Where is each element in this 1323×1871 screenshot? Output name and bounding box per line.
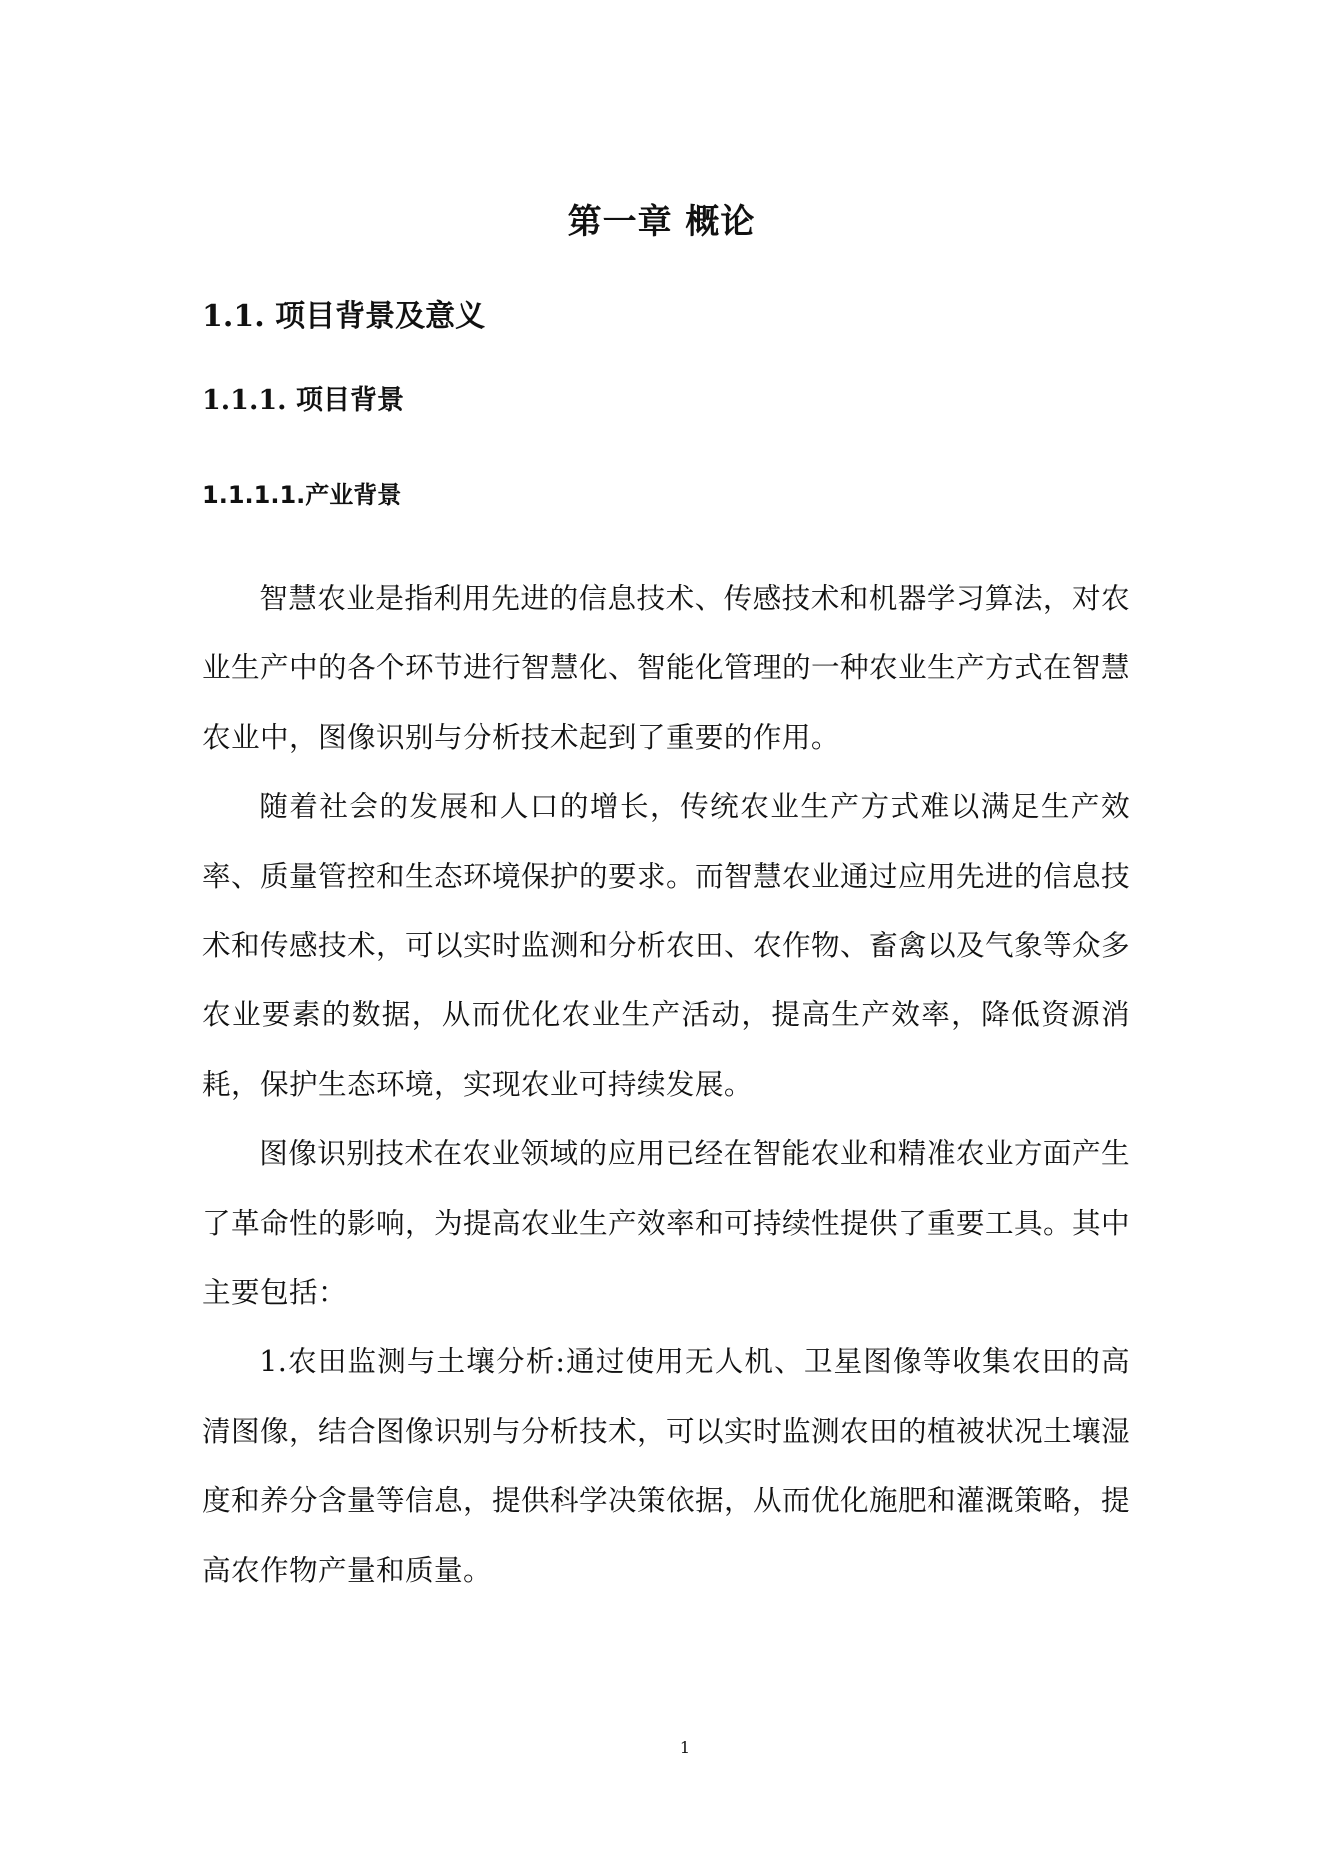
section-heading-1-1-1-1: 1.1.1.1.产业背景: [202, 481, 402, 509]
section-heading-1-1-1: 1.1.1. 项目背景: [202, 385, 404, 416]
paragraph: 图像识别技术在农业领域的应用已经在智能农业和精准农业方面产生了革命性的影响，为提高农业生产效率和可持续性提供了重要工具。其中主要包括：: [202, 1136, 1130, 1310]
page-number: 1: [679, 1738, 691, 1757]
section-heading-1-1: 1.1. 项目背景及意义: [202, 299, 486, 334]
chapter-title: 第一章 概论: [567, 202, 756, 242]
paragraph: 1.农田监测与土壤分析:通过使用无人机、卫星图像等收集农田的高清图像，结合图像识别与分析技术，可以实时监测农田的植被状况土壤湿度和养分含量等信息，提供科学决策依据，从而优化施肥和灌溉策略，提高农作物产量和质量。: [202, 1344, 1130, 1587]
body-text: [202, 564, 1130, 1605]
paragraph: 随着社会的发展和人口的增长，传统农业生产方式难以满足生产效率、质量管控和生态环境保护的要求。而智慧农业通过应用先进的信息技术和传感技术，可以实时监测和分析农田、农作物、畜禽以及气象等众多农业要素的数据，从而优化农业生产活动，提高生产效率，降低资源消耗，保护生态环境，实现农业可持续发展。: [202, 789, 1130, 1101]
paragraph: 智慧农业是指利用先进的信息技术、传感技术和机器学习算法，对农业生产中的各个环节进行智慧化、智能化管理的一种农业生产方式在智慧农业中，图像识别与分析技术起到了重要的作用。: [202, 581, 1130, 754]
